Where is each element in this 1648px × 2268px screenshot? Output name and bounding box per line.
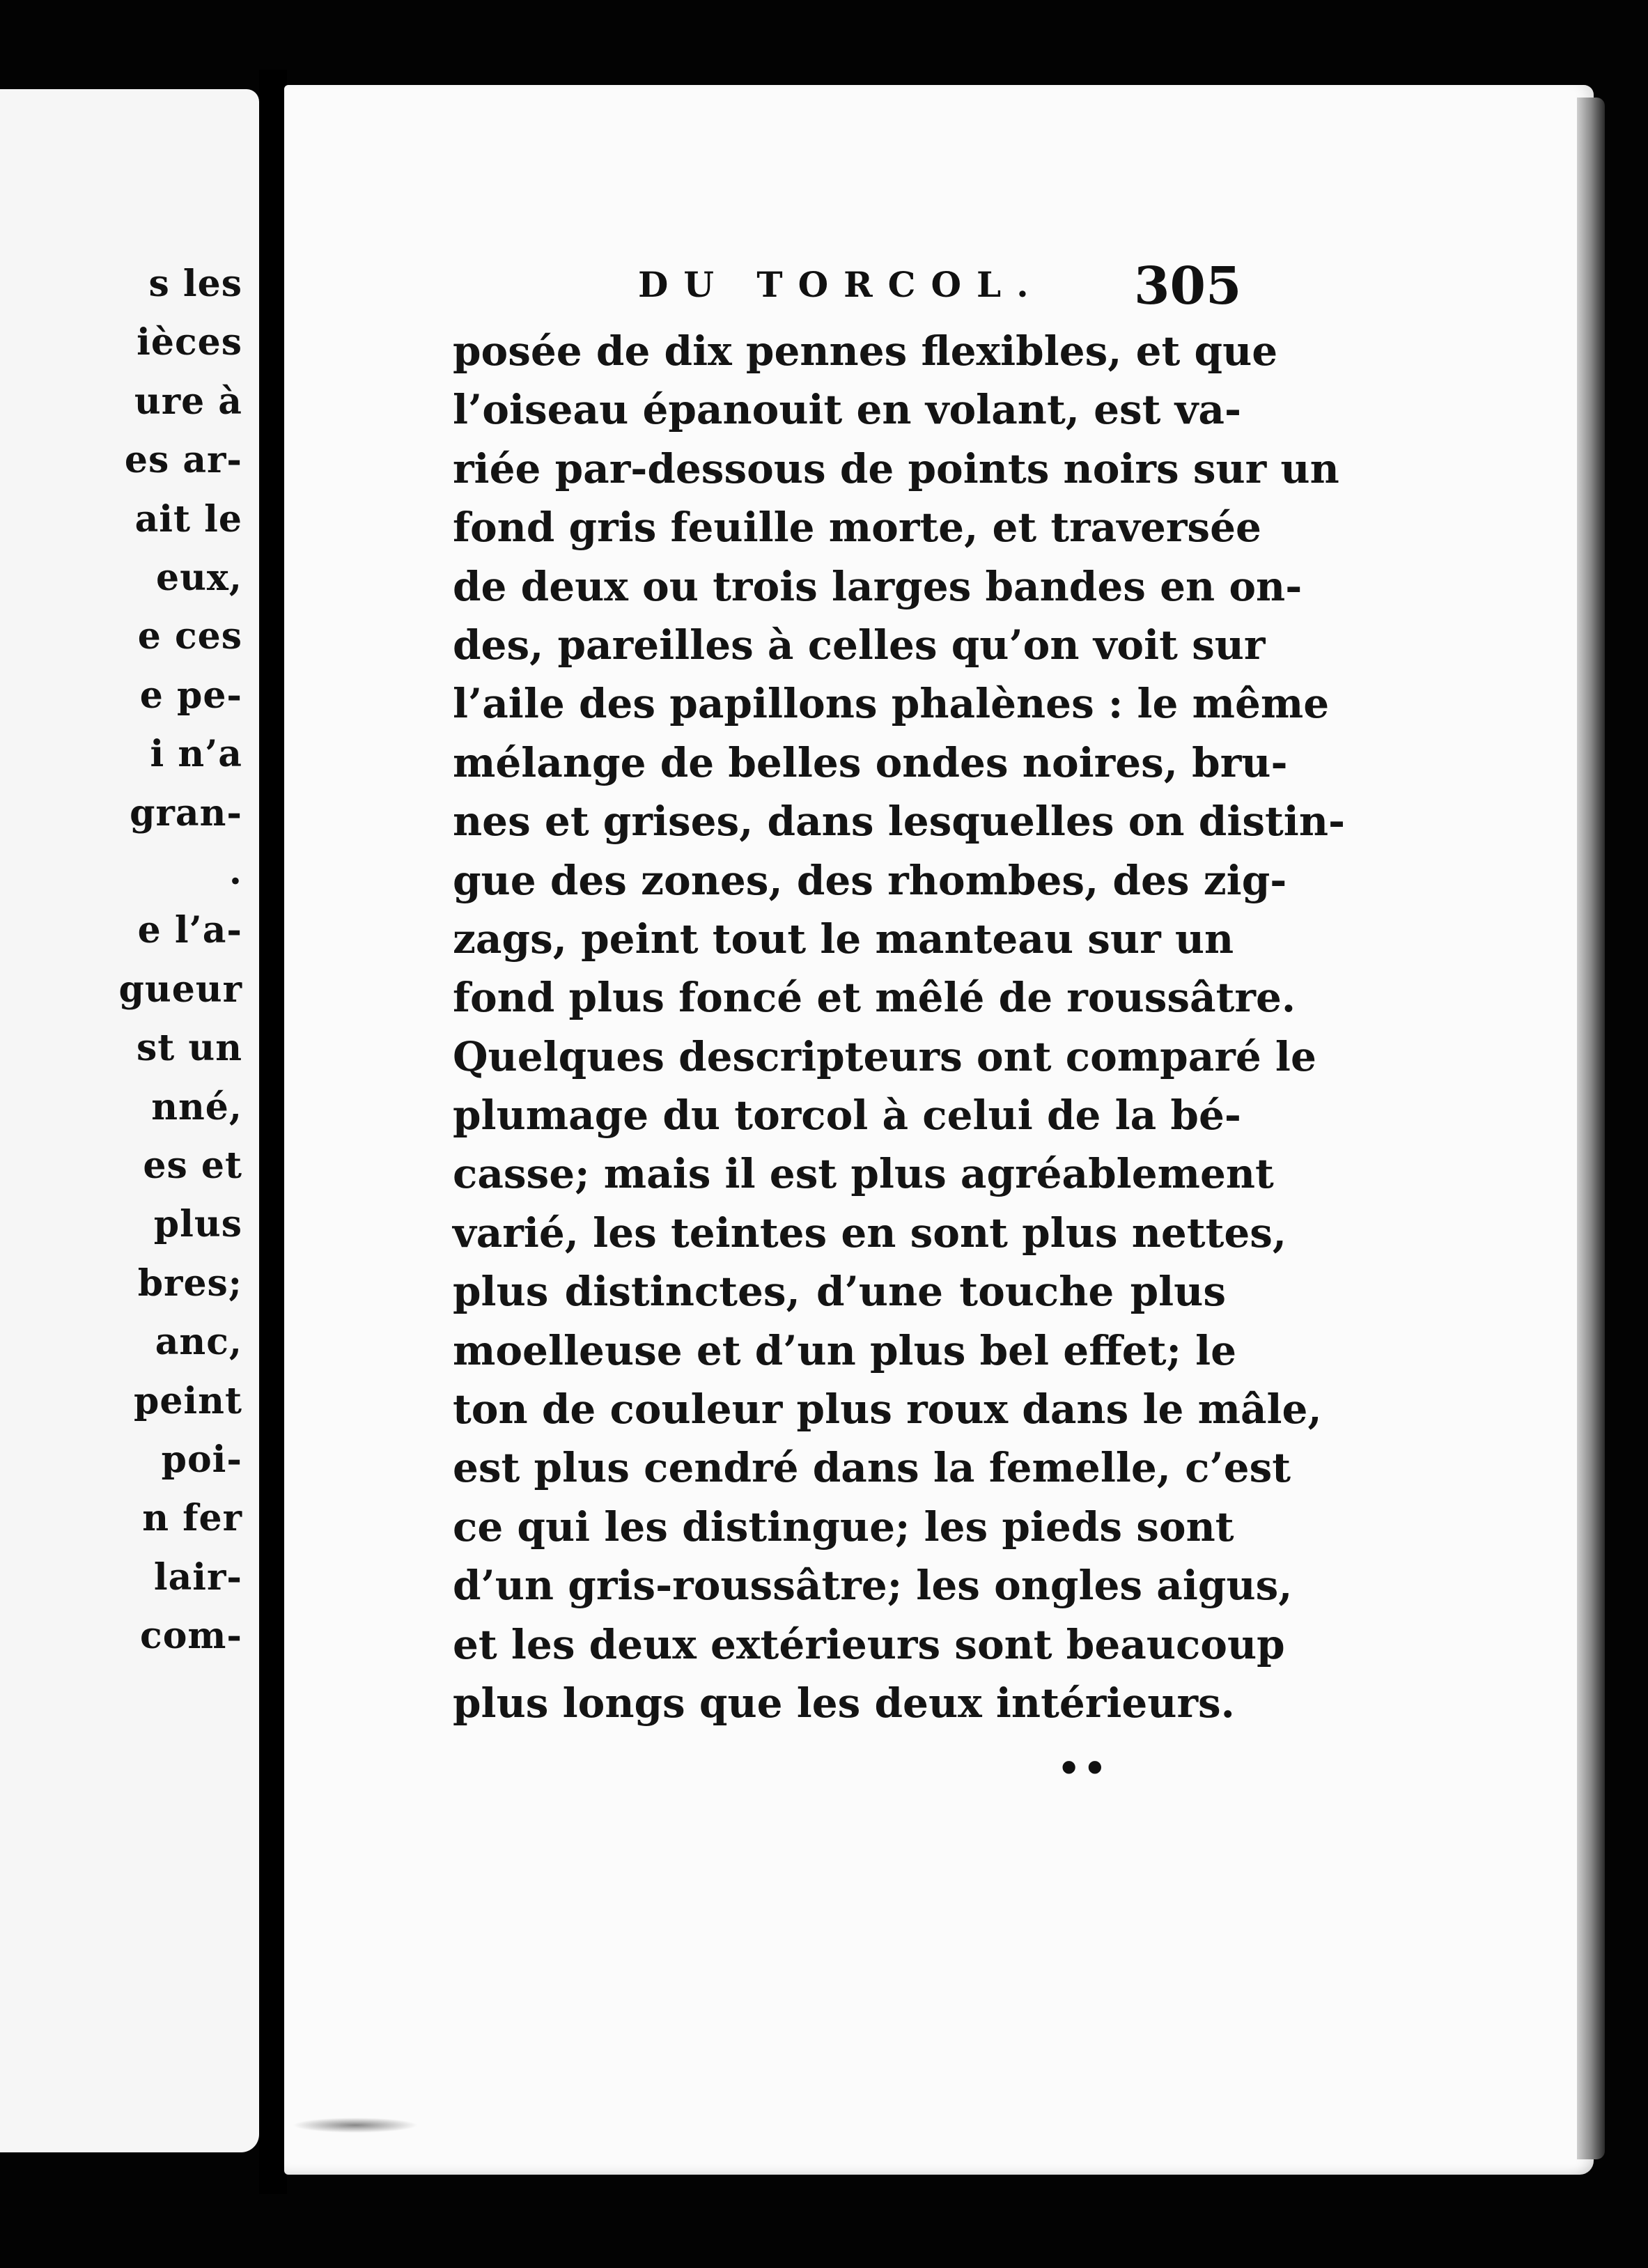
text-line: moelleuse et d’un plus bel effet; le [453,1326,1237,1374]
ornament-dots: •• [1057,1748,1110,1790]
text-line: d’un gris-roussâtre; les ongles aigus, [453,1562,1293,1610]
left-page-line: e ces [137,615,242,658]
left-page-line: lair- [153,1555,242,1599]
left-page-line: anc, [155,1321,242,1364]
text-line: gue des zones, des rhombes, des zig- [453,856,1287,904]
text-line: l’oiseau épanouit en volant, est va- [453,386,1242,434]
left-page-line: . [228,850,242,893]
text-line: de deux ou trois larges bandes en on- [453,562,1303,610]
text-line: posée de dix pennes flexibles, et que [453,327,1278,375]
left-page-line: gueur [118,968,242,1011]
text-line: des, pareilles à celles qu’on voit sur [453,621,1266,669]
left-page-line: st un [136,1027,242,1070]
text-line: plumage du torcol à celui de la bé- [453,1092,1241,1140]
text-line: l’aile des papillons phalènes : le même [453,680,1330,728]
left-page-line: ièces [137,321,242,364]
left-page-line: es ar- [124,439,242,482]
left-page-line: n fer [142,1497,242,1540]
left-page-line: nné, [151,1085,242,1128]
left-page-line: eux, [156,557,242,599]
text-line: nes et grises, dans lesquelles on distin- [453,798,1346,846]
text-line: est plus cendré dans la femelle, c’est [453,1444,1291,1492]
text-line: ton de couleur plus roux dans le mâle, [453,1385,1322,1434]
left-page-line: s les [148,263,242,305]
left-page-line: es et [143,1144,242,1187]
text-line: ce qui les distingue; les pieds sont [453,1502,1234,1551]
left-page-line: bres; [137,1261,242,1305]
text-line: Quelques descripteurs ont comparé le [453,1032,1316,1080]
left-page-line: e l’a- [137,909,242,952]
text-line: zags, peint tout le manteau sur un [453,915,1234,963]
page-number: 305 [1134,256,1242,316]
text-line: casse; mais il est plus agréablement [453,1150,1274,1198]
left-page-line: peint [133,1379,242,1422]
text-line: plus distinctes, d’une touche plus [453,1268,1226,1316]
text-line: mélange de belles ondes noires, bru- [453,738,1288,786]
left-page-line: i n’a [150,733,242,776]
left-page-line: gran- [130,791,242,834]
ink-smudge [293,2118,418,2133]
left-page-line: e pe- [139,674,242,717]
left-page-line: ure à [134,380,242,423]
left-page-fragment [0,89,259,2152]
book-gutter [259,70,287,2194]
body-text [453,322,1346,1732]
text-line: fond plus foncé et mêlé de roussâtre. [453,974,1296,1022]
left-page-line: ait le [134,497,242,541]
left-page-line: poi- [161,1438,242,1481]
text-line: et les deux extérieurs sont beaucoup [453,1620,1285,1668]
text-line: fond gris feuille morte, et traversée [453,504,1261,552]
left-page-line: plus [153,1203,242,1246]
text-line: riée par-dessous de points noirs sur un [453,444,1339,492]
text-line: varié, les teintes en sont plus nettes, [453,1209,1287,1257]
text-line: plus longs que les deux intérieurs. [453,1679,1235,1727]
page-edge [1577,98,1605,2159]
running-head: DU TORCOL. [638,264,1044,305]
left-page-line: com- [140,1615,242,1658]
